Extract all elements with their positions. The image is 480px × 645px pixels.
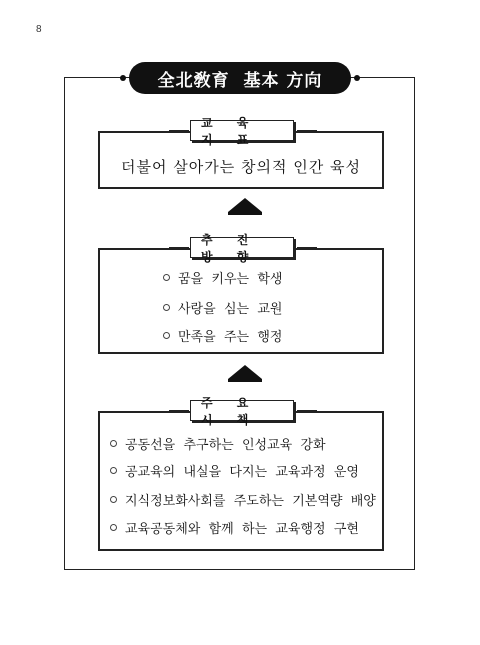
- title-dot-right: [354, 75, 360, 81]
- up-arrow-base: [228, 212, 262, 215]
- direction-label: 추 진 방 향: [190, 237, 294, 258]
- up-arrow-base: [228, 379, 262, 382]
- policy-item: 공교육의 내실을 다지는 교육과정 운영: [110, 461, 359, 480]
- title-dot-left: [120, 75, 126, 81]
- up-arrow-icon: [228, 198, 262, 212]
- policy-item: 교육공동체와 함께 하는 교육행정 구현: [110, 518, 359, 537]
- bullet-circle-icon: [110, 524, 117, 531]
- bullet-circle-icon: [163, 304, 170, 311]
- policy-item: 지식정보화사회를 주도하는 기본역량 배양: [110, 490, 376, 509]
- direction-item: 사랑을 심는 교원: [163, 298, 282, 317]
- bullet-circle-icon: [110, 467, 117, 474]
- up-arrow-icon: [228, 365, 262, 379]
- direction-item: 만족을 주는 행정: [163, 326, 282, 345]
- main-title: 全北敎育 基本 方向: [129, 62, 351, 94]
- policy-label: 주 요 시 책: [190, 400, 294, 421]
- goal-label: 교 육 지 표: [190, 120, 294, 141]
- bullet-circle-icon: [110, 440, 117, 447]
- page-number: 8: [36, 24, 42, 35]
- bullet-circle-icon: [163, 274, 170, 281]
- direction-item: 꿈을 키우는 학생: [163, 268, 282, 287]
- goal-text: 더불어 살아가는 창의적 인간 육성: [121, 158, 361, 176]
- bullet-circle-icon: [110, 496, 117, 503]
- policy-item: 공동선을 추구하는 인성교육 강화: [110, 434, 326, 453]
- bullet-circle-icon: [163, 332, 170, 339]
